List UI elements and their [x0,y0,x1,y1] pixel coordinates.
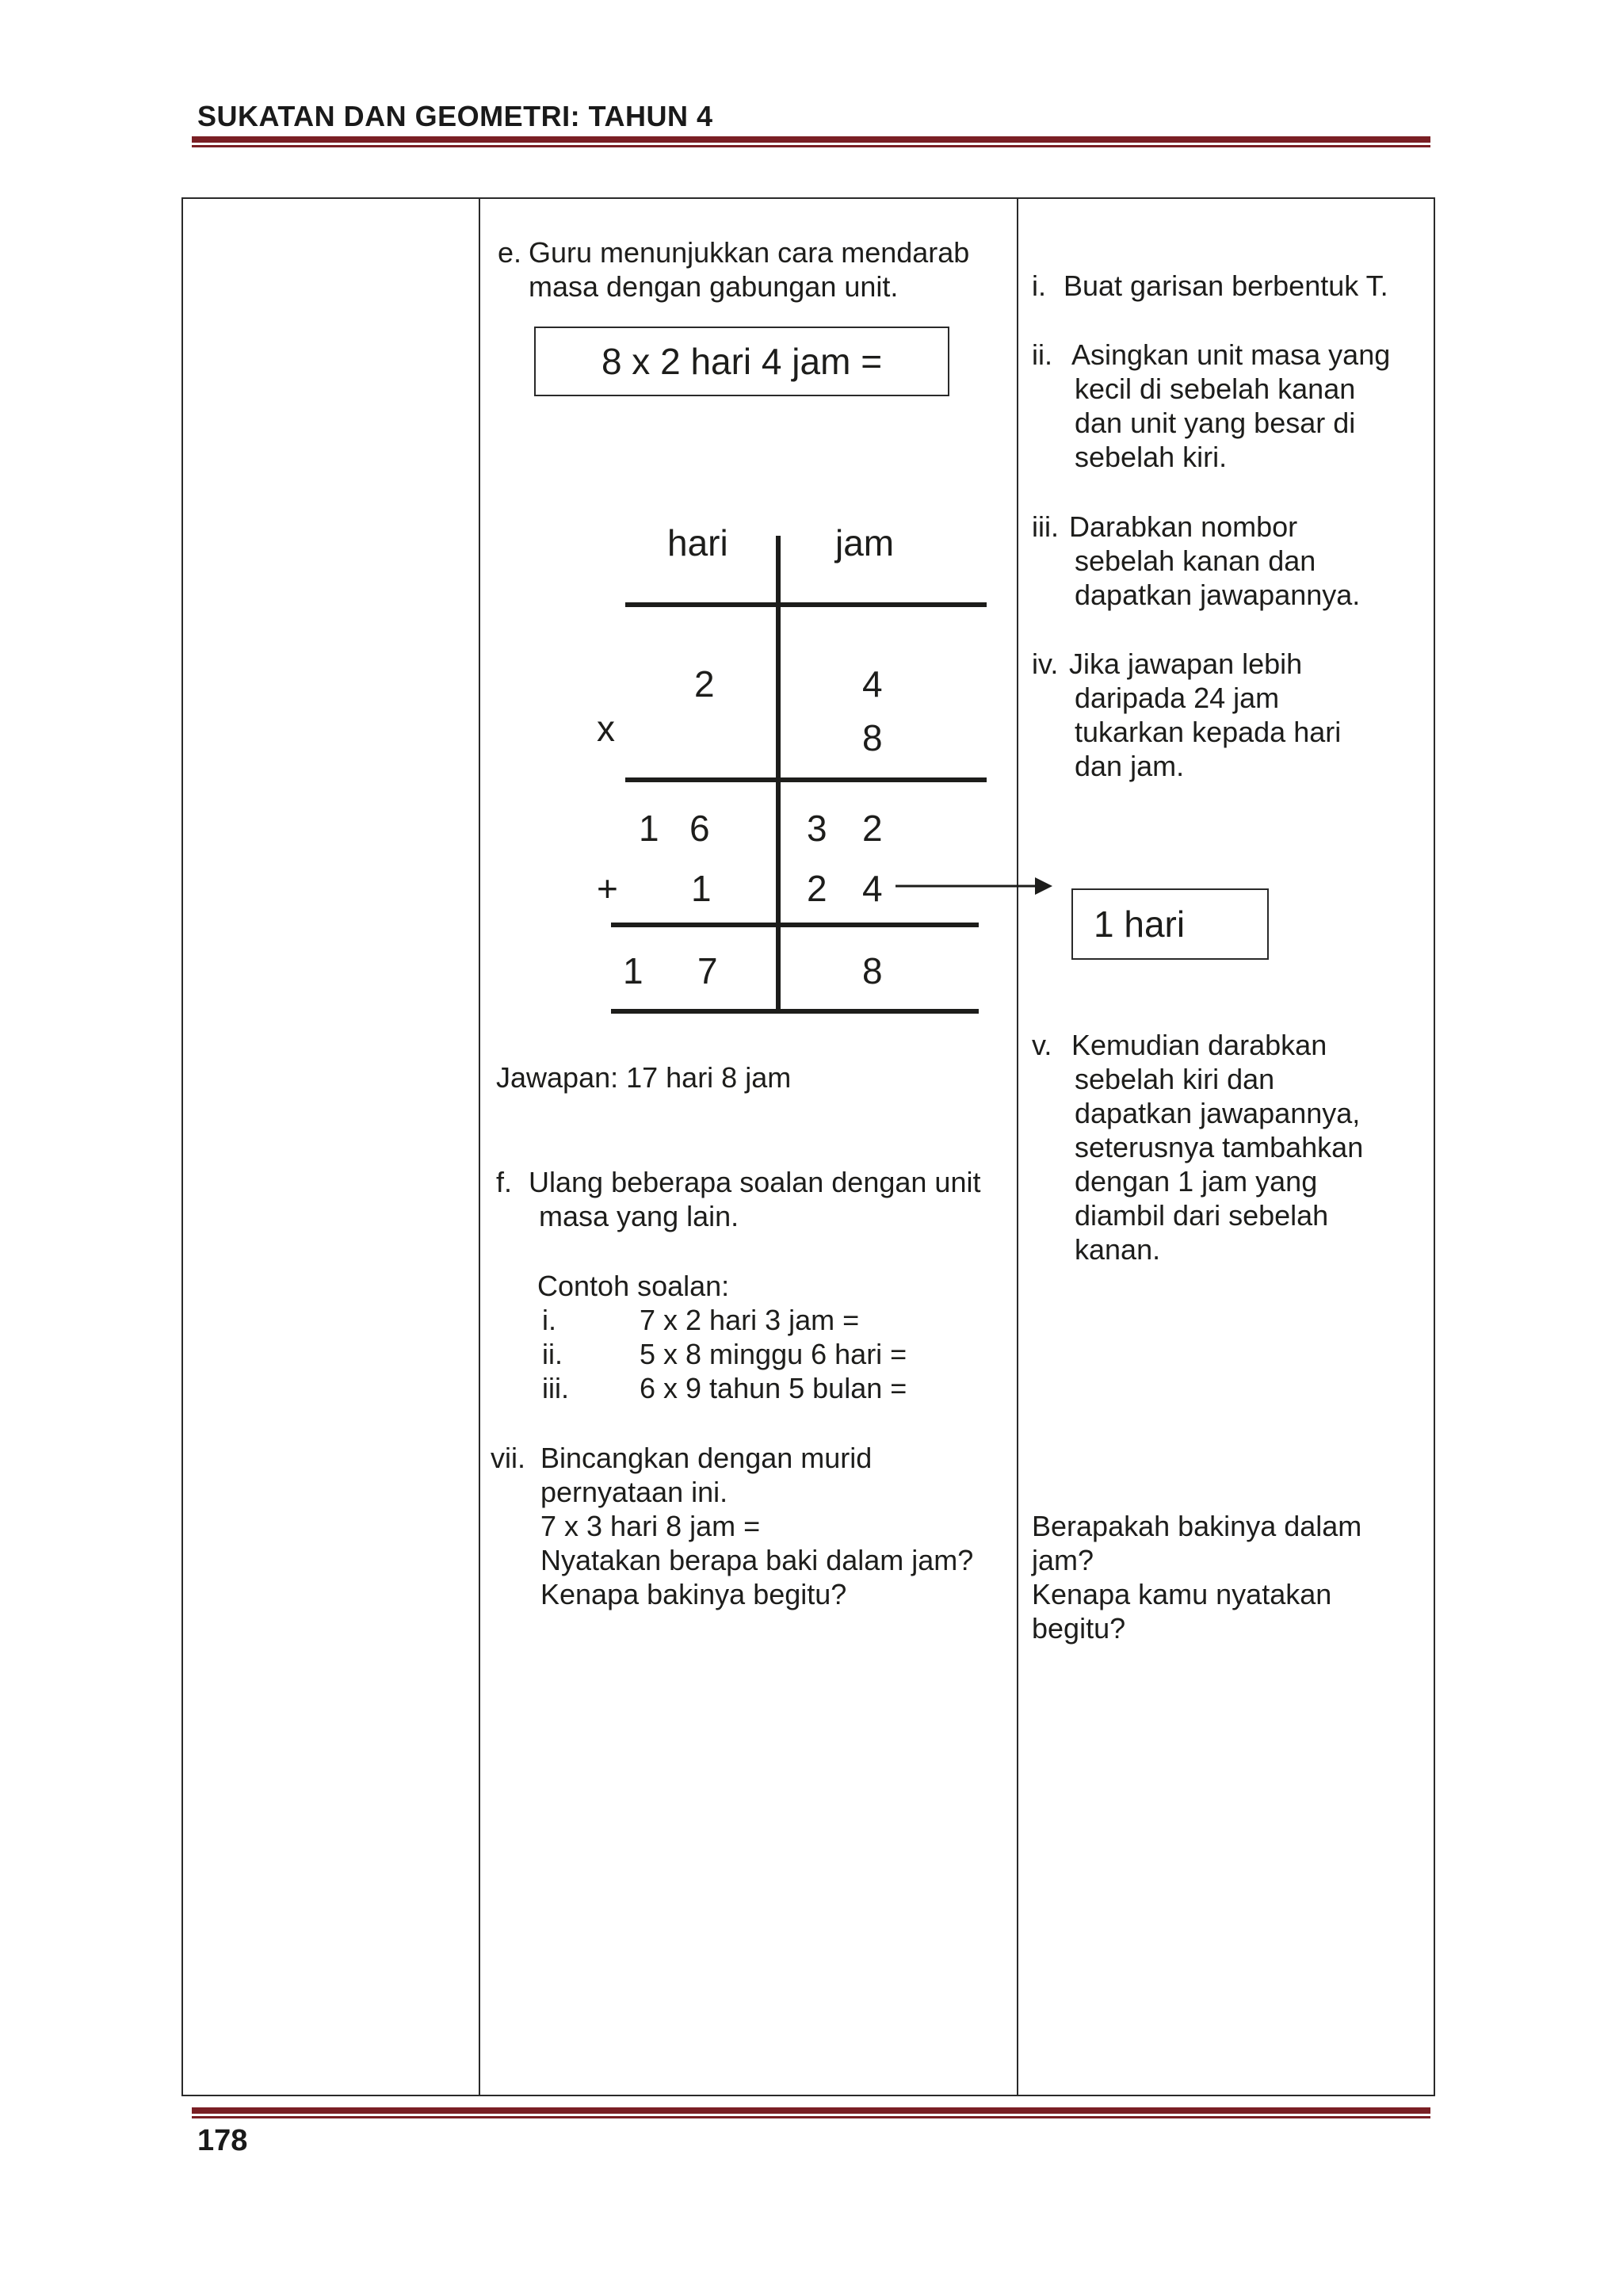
example-number: ii. [542,1338,563,1370]
step-e-line1: Guru menunjukkan cara mendarab [529,236,970,269]
equation-text: 8 x 2 hari 4 jam = [601,341,883,382]
calc-row4-right-a: 2 [807,868,827,909]
step-vii-line: pernyataan ini. [540,1476,728,1508]
step-vii-marker: vii. [491,1442,525,1474]
step-iv-marker: iv. [1032,648,1059,680]
calc-header-hari: hari [667,522,728,563]
calc-row1-right: 4 [862,663,883,705]
step-ii-line: dan unit yang besar di [1075,407,1356,439]
step-iii-marker: iii. [1032,510,1059,543]
result-box [1071,888,1269,960]
step-e-marker: e. [498,236,522,269]
example-question: 5 x 8 minggu 6 hari = [640,1338,907,1370]
step-v-line: diambil dari sebelah [1075,1199,1329,1232]
calc-header-jam: jam [835,522,895,563]
step-iii-line: Darabkan nombor [1069,510,1298,543]
example-question: 7 x 2 hari 3 jam = [640,1304,860,1336]
example-question: 6 x 9 tahun 5 bulan = [640,1372,907,1404]
header-rule-thick [192,136,1430,143]
step-e-line2: masa dengan gabungan unit. [529,270,899,303]
example-number: i. [542,1304,556,1336]
step-iv-line: dan jam. [1075,750,1185,782]
column-divider-2 [1017,197,1018,2096]
step-v-line: seterusnya tambahkan [1075,1131,1364,1163]
step-vii-line: Kenapa bakinya begitu? [540,1578,847,1610]
column-divider-1 [479,197,480,2096]
calc-total-left-b: 7 [697,950,718,991]
calc-row4-left: 1 [691,868,712,909]
calc-total-right: 8 [862,950,883,991]
step-v-line: sebelah kiri dan [1075,1063,1275,1095]
step-iii-line: dapatkan jawapannya. [1075,579,1361,611]
step-v-line: kanan. [1075,1233,1161,1266]
calc-times-sign: x [597,708,615,749]
calc-vertical-line [776,536,781,1013]
step-i-marker: i. [1032,269,1046,302]
calc-row3-right-a: 3 [807,808,827,849]
result-box-text: 1 hari [1094,904,1186,945]
step-f-line1: Ulang beberapa soalan dengan unit [529,1166,981,1198]
step-iv-line: tukarkan kepada hari [1075,716,1342,748]
step-v-marker: v. [1032,1029,1052,1061]
calc-line-product [625,777,987,782]
step-ii-line: Asingkan unit masa yang [1071,338,1391,371]
calc-row3-right-b: 2 [862,808,883,849]
footer-rule-thin [192,2116,1430,2118]
equation-box [534,327,949,396]
step-vii-line: Nyatakan berapa baki dalam jam? [540,1544,974,1576]
calc-line-header [625,602,987,607]
step-ii-line: kecil di sebelah kanan [1075,372,1356,405]
question-line: Berapakah bakinya dalam [1032,1510,1362,1542]
question-line: jam? [1032,1544,1094,1576]
step-iv-line: daripada 24 jam [1075,682,1280,714]
calc-line-total [611,1009,979,1014]
calc-row4-right-b: 4 [862,868,883,909]
question-line: begitu? [1032,1612,1126,1645]
page-number: 178 [197,2124,248,2157]
header-rule-thin [192,145,1430,147]
question-line: Kenapa kamu nyatakan [1032,1578,1332,1610]
calc-row1-left: 2 [694,663,715,705]
step-ii-marker: ii. [1032,338,1052,371]
examples-title: Contoh soalan: [537,1270,730,1302]
step-iii-line: sebelah kanan dan [1075,544,1316,577]
step-iv-line: Jika jawapan lebih [1069,648,1303,680]
step-i-line: Buat garisan berbentuk T. [1064,269,1388,302]
step-v-line: Kemudian darabkan [1071,1029,1327,1061]
calc-plus-sign: + [597,868,618,909]
example-number: iii. [542,1372,569,1404]
step-v-line: dengan 1 jam yang [1075,1165,1318,1198]
calc-total-left-a: 1 [623,950,643,991]
step-f-marker: f. [496,1166,513,1198]
step-v-line: dapatkan jawapannya, [1075,1097,1361,1129]
calc-line-sum [611,923,979,927]
calc-row3-left-a: 1 [639,808,659,849]
step-ii-line: sebelah kiri. [1075,441,1228,473]
step-vii-line: Bincangkan dengan murid [540,1442,873,1474]
arrow-to-result [894,875,1056,897]
calc-row2-right: 8 [862,717,883,758]
calc-row3-left-b: 6 [689,808,710,849]
step-vii-line: 7 x 3 hari 8 jam = [540,1510,761,1542]
answer-text: Jawapan: 17 hari 8 jam [496,1061,792,1094]
footer-rule-thick [192,2107,1430,2114]
step-f-line2: masa yang lain. [539,1200,739,1232]
page-header-title: SUKATAN DAN GEOMETRI: TAHUN 4 [197,100,713,132]
